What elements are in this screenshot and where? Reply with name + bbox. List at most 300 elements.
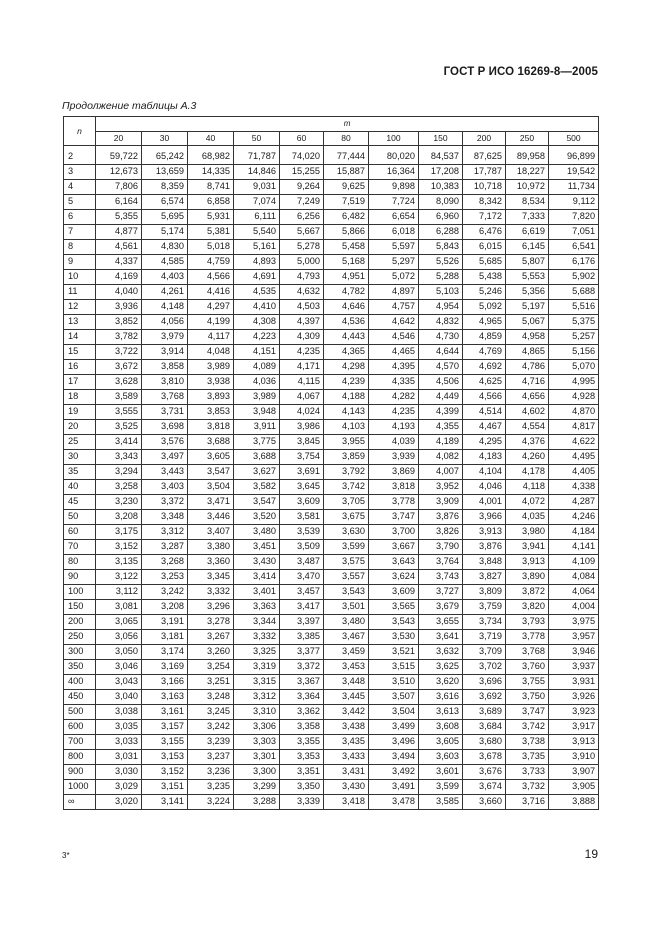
table-cell: 3,643 — [369, 555, 419, 570]
table-cell: 3,859 — [324, 450, 369, 465]
table-cell: 4,656 — [506, 390, 549, 405]
table-cell: 3,547 — [188, 465, 234, 480]
table-cell: 4,239 — [324, 375, 369, 390]
table-cell: 3,248 — [188, 690, 234, 705]
table-row — [64, 240, 599, 255]
table-cell: 16,364 — [369, 165, 419, 180]
table-cell: 3,760 — [506, 660, 549, 675]
table-cell: 4,084 — [549, 570, 599, 585]
table-cell: 4,958 — [506, 330, 549, 345]
column-header: 150 — [419, 132, 463, 146]
table-cell: 3,627 — [234, 465, 280, 480]
table-cell: 3,655 — [419, 615, 463, 630]
table-cell: 3,733 — [506, 765, 549, 780]
table-cell: 3,747 — [506, 705, 549, 720]
table-cell: 4,965 — [463, 315, 506, 330]
table-cell: 3,141 — [142, 795, 188, 810]
table-cell: 3,782 — [96, 330, 142, 345]
table-cell: 3,303 — [234, 735, 280, 750]
table-cell: 4,395 — [369, 360, 419, 375]
table-cell: 4,178 — [506, 465, 549, 480]
table-cell: 3,351 — [280, 765, 324, 780]
table-cell: 80,020 — [369, 146, 419, 165]
table-cell: 4,554 — [506, 420, 549, 435]
table-row — [64, 675, 599, 690]
row-label: 800 — [64, 750, 96, 765]
table-cell: 3,938 — [188, 375, 234, 390]
table-cell: 5,597 — [369, 240, 419, 255]
row-label: 40 — [64, 480, 96, 495]
table-cell: 7,051 — [549, 225, 599, 240]
table-cell: 4,287 — [549, 495, 599, 510]
table-cell: 4,759 — [188, 255, 234, 270]
table-cell: 14,335 — [188, 165, 234, 180]
table-cell: 3,310 — [234, 705, 280, 720]
row-label: 900 — [64, 765, 96, 780]
table-cell: 3,040 — [96, 690, 142, 705]
table-cell: 3,491 — [369, 780, 419, 795]
table-cell: 4,495 — [549, 450, 599, 465]
table-cell: 3,332 — [188, 585, 234, 600]
table-cell: 7,806 — [96, 180, 142, 195]
table-cell: 3,407 — [188, 525, 234, 540]
table-cell: 4,141 — [549, 540, 599, 555]
table-cell: 3,242 — [142, 585, 188, 600]
table-cell: 3,494 — [369, 750, 419, 765]
table-cell: 3,692 — [463, 690, 506, 705]
table-cell: 3,029 — [96, 780, 142, 795]
table-cell: 4,602 — [506, 405, 549, 420]
table-cell: 3,504 — [369, 705, 419, 720]
table-cell: 3,122 — [96, 570, 142, 585]
table-cell: 3,380 — [188, 540, 234, 555]
table-cell: 4,870 — [549, 405, 599, 420]
row-label: 60 — [64, 525, 96, 540]
table-row — [64, 765, 599, 780]
table-cell: 3,480 — [324, 615, 369, 630]
table-cell: 4,036 — [234, 375, 280, 390]
table-cell: 3,700 — [369, 525, 419, 540]
table-row — [64, 210, 599, 225]
table-cell: 3,020 — [96, 795, 142, 810]
table-cell: 4,449 — [419, 390, 463, 405]
table-cell: 3,268 — [142, 555, 188, 570]
table-cell: 6,960 — [419, 210, 463, 225]
table-cell: 65,242 — [142, 146, 188, 165]
table-cell: 3,300 — [234, 765, 280, 780]
table-cell: 4,465 — [369, 345, 419, 360]
table-cell: 3,237 — [188, 750, 234, 765]
row-header-n: n — [64, 117, 96, 146]
table-cell: 4,642 — [369, 315, 419, 330]
table-cell: 10,718 — [463, 180, 506, 195]
table-row — [64, 690, 599, 705]
table-cell: 5,297 — [369, 255, 419, 270]
table-cell: 3,191 — [142, 615, 188, 630]
table-cell: 3,208 — [142, 600, 188, 615]
table-cell: 4,644 — [419, 345, 463, 360]
table-cell: 17,787 — [463, 165, 506, 180]
table-cell: 3,955 — [324, 435, 369, 450]
table-cell: 6,288 — [419, 225, 463, 240]
table-cell: 3,975 — [549, 615, 599, 630]
table-cell: 4,625 — [463, 375, 506, 390]
table-cell: 5,553 — [506, 270, 549, 285]
table-cell: 3,520 — [234, 510, 280, 525]
table-cell: 3,738 — [506, 735, 549, 750]
table-cell: 3,845 — [280, 435, 324, 450]
row-label: 20 — [64, 420, 96, 435]
table-cell: 5,667 — [280, 225, 324, 240]
table-cell: 4,171 — [280, 360, 324, 375]
table-cell: 5,526 — [419, 255, 463, 270]
table-cell: 3,589 — [96, 390, 142, 405]
table-cell: 3,869 — [369, 465, 419, 480]
table-cell: 4,048 — [188, 345, 234, 360]
table-cell: 4,865 — [506, 345, 549, 360]
document-id-header: ГОСТ Р ИСО 16269-8—2005 — [443, 66, 598, 78]
table-cell: 5,067 — [506, 315, 549, 330]
table-cell: 3,497 — [142, 450, 188, 465]
table-cell: 3,343 — [96, 450, 142, 465]
row-label: 45 — [64, 495, 96, 510]
table-cell: 4,893 — [234, 255, 280, 270]
table-cell: 3,287 — [142, 540, 188, 555]
table-cell: 3,056 — [96, 630, 142, 645]
table-cell: 4,405 — [549, 465, 599, 480]
table-cell: 3,242 — [188, 720, 234, 735]
table-cell: 4,337 — [96, 255, 142, 270]
table-cell: 5,103 — [419, 285, 463, 300]
table-cell: 3,957 — [549, 630, 599, 645]
table-cell: 4,503 — [280, 300, 324, 315]
table-cell: 3,521 — [369, 645, 419, 660]
table-cell: 3,319 — [234, 660, 280, 675]
table-cell: 3,254 — [188, 660, 234, 675]
row-label: 90 — [64, 570, 96, 585]
table-cell: 3,660 — [463, 795, 506, 810]
table-cell: 3,936 — [96, 300, 142, 315]
table-cell: 3,691 — [280, 465, 324, 480]
table-cell: 3,565 — [369, 600, 419, 615]
column-headers-row — [64, 132, 599, 146]
table-cell: 3,926 — [549, 690, 599, 705]
table-cell: 3,081 — [96, 600, 142, 615]
table-cell: 3,630 — [324, 525, 369, 540]
table-cell: 4,782 — [324, 285, 369, 300]
table-cell: 3,742 — [324, 480, 369, 495]
table-cell: 3,872 — [506, 585, 549, 600]
table-cell: 5,695 — [142, 210, 188, 225]
table-cell: 3,768 — [142, 390, 188, 405]
table-cell: 3,764 — [419, 555, 463, 570]
table-cell: 3,727 — [419, 585, 463, 600]
row-label: 7 — [64, 225, 96, 240]
column-header: 60 — [280, 132, 324, 146]
table-cell: 3,923 — [549, 705, 599, 720]
table-cell: 4,951 — [324, 270, 369, 285]
table-row — [64, 420, 599, 435]
table-cell: 5,902 — [549, 270, 599, 285]
table-cell: 4,570 — [419, 360, 463, 375]
table-cell: 3,790 — [419, 540, 463, 555]
table-cell: 3,946 — [549, 645, 599, 660]
table-cell: 4,109 — [549, 555, 599, 570]
table-cell: 4,757 — [369, 300, 419, 315]
table-cell: 4,632 — [280, 285, 324, 300]
table-cell: 3,792 — [324, 465, 369, 480]
table-cell: 3,260 — [188, 645, 234, 660]
table-cell: 4,309 — [280, 330, 324, 345]
table-cell: 3,716 — [506, 795, 549, 810]
row-label: 70 — [64, 540, 96, 555]
row-label: 15 — [64, 345, 96, 360]
table-cell: 3,355 — [280, 735, 324, 750]
row-label: 9 — [64, 255, 96, 270]
table-cell: 96,899 — [549, 146, 599, 165]
table-cell: 5,843 — [419, 240, 463, 255]
table-cell: 77,444 — [324, 146, 369, 165]
table-cell: 5,381 — [188, 225, 234, 240]
table-cell: 4,376 — [506, 435, 549, 450]
column-header: 200 — [463, 132, 506, 146]
table-cell: 18,227 — [506, 165, 549, 180]
column-header: 250 — [506, 132, 549, 146]
table-row — [64, 615, 599, 630]
table-cell: 3,166 — [142, 675, 188, 690]
table-cell: 5,246 — [463, 285, 506, 300]
table-row — [64, 570, 599, 585]
table-row — [64, 375, 599, 390]
table-cell: 4,335 — [369, 375, 419, 390]
row-label: 13 — [64, 315, 96, 330]
table-cell: 3,937 — [549, 660, 599, 675]
table-cell: 3,743 — [419, 570, 463, 585]
table-cell: 3,910 — [549, 750, 599, 765]
signature-mark: 3* — [62, 851, 70, 860]
table-cell: 4,561 — [96, 240, 142, 255]
table-cell: 3,443 — [142, 465, 188, 480]
table-cell: 3,372 — [280, 660, 324, 675]
table-cell: 3,905 — [549, 780, 599, 795]
table-cell: 3,645 — [280, 480, 324, 495]
row-label: 2 — [64, 146, 96, 165]
table-cell: 74,020 — [280, 146, 324, 165]
table-row — [64, 495, 599, 510]
table-cell: 3,230 — [96, 495, 142, 510]
page-number: 19 — [584, 847, 598, 861]
table-cell: 3,599 — [324, 540, 369, 555]
table-row — [64, 195, 599, 210]
table-row — [64, 225, 599, 240]
row-label: 150 — [64, 600, 96, 615]
table-cell: 4,817 — [549, 420, 599, 435]
table-cell: 19,542 — [549, 165, 599, 180]
table-cell: 4,399 — [419, 405, 463, 420]
table-row — [64, 780, 599, 795]
table-row — [64, 645, 599, 660]
table-cell: 13,659 — [142, 165, 188, 180]
table-cell: 5,540 — [234, 225, 280, 240]
table-cell: 3,890 — [506, 570, 549, 585]
row-label: ∞ — [64, 795, 96, 810]
table-cell: 4,467 — [463, 420, 506, 435]
table-cell: 6,619 — [506, 225, 549, 240]
table-cell: 3,372 — [142, 495, 188, 510]
row-label: 5 — [64, 195, 96, 210]
table-cell: 4,082 — [419, 450, 463, 465]
table-cell: 3,451 — [234, 540, 280, 555]
table-cell: 59,722 — [96, 146, 142, 165]
table-cell: 3,628 — [96, 375, 142, 390]
table-cell: 3,775 — [234, 435, 280, 450]
table-row — [64, 555, 599, 570]
table-cell: 3,702 — [463, 660, 506, 675]
table-cell: 4,118 — [506, 480, 549, 495]
table-caption: Продолжение таблицы А.3 — [62, 100, 197, 112]
table-cell: 4,514 — [463, 405, 506, 420]
table-cell: 3,510 — [369, 675, 419, 690]
table-cell: 4,035 — [506, 510, 549, 525]
table-row — [64, 390, 599, 405]
table-cell: 3,820 — [506, 600, 549, 615]
table-cell: 3,312 — [234, 690, 280, 705]
table-cell: 3,174 — [142, 645, 188, 660]
table-cell: 3,576 — [142, 435, 188, 450]
table-cell: 4,535 — [234, 285, 280, 300]
table-cell: 5,931 — [188, 210, 234, 225]
table-cell: 3,161 — [142, 705, 188, 720]
table-cell: 4,730 — [419, 330, 463, 345]
table-cell: 3,742 — [506, 720, 549, 735]
table-cell: 6,476 — [463, 225, 506, 240]
table-cell: 3,913 — [506, 555, 549, 570]
table-cell: 4,056 — [142, 315, 188, 330]
table-cell: 3,163 — [142, 690, 188, 705]
table-cell: 3,826 — [419, 525, 463, 540]
table-cell: 10,972 — [506, 180, 549, 195]
table-cell: 3,239 — [188, 735, 234, 750]
table-cell: 4,928 — [549, 390, 599, 405]
table-cell: 3,818 — [188, 420, 234, 435]
table-cell: 4,566 — [463, 390, 506, 405]
table-cell: 4,188 — [324, 390, 369, 405]
column-header: 20 — [96, 132, 142, 146]
table-cell: 3,818 — [369, 480, 419, 495]
table-cell: 4,786 — [506, 360, 549, 375]
table-cell: 3,208 — [96, 510, 142, 525]
table-cell: 4,223 — [234, 330, 280, 345]
table-cell: 4,039 — [369, 435, 419, 450]
table-row — [64, 585, 599, 600]
table-cell: 3,848 — [463, 555, 506, 570]
table-cell: 6,574 — [142, 195, 188, 210]
table-cell: 6,015 — [463, 240, 506, 255]
table-row — [64, 705, 599, 720]
table-cell: 3,722 — [96, 345, 142, 360]
table-cell: 3,876 — [419, 510, 463, 525]
table-row — [64, 330, 599, 345]
table-cell: 3,038 — [96, 705, 142, 720]
table-cell: 4,830 — [142, 240, 188, 255]
table-cell: 7,820 — [549, 210, 599, 225]
table-cell: 10,383 — [419, 180, 463, 195]
row-label: 200 — [64, 615, 96, 630]
table-cell: 4,148 — [142, 300, 188, 315]
table-cell: 3,581 — [280, 510, 324, 525]
row-label: 8 — [64, 240, 96, 255]
table-cell: 5,685 — [463, 255, 506, 270]
table-row — [64, 525, 599, 540]
table-cell: 3,913 — [549, 735, 599, 750]
table-cell: 3,679 — [419, 600, 463, 615]
table-cell: 6,018 — [369, 225, 419, 240]
table-cell: 3,417 — [280, 600, 324, 615]
table-cell: 4,183 — [463, 450, 506, 465]
table-cell: 3,778 — [369, 495, 419, 510]
table-cell: 3,986 — [280, 420, 324, 435]
table-cell: 3,555 — [96, 405, 142, 420]
table-cell: 3,979 — [142, 330, 188, 345]
column-header: 30 — [142, 132, 188, 146]
table-cell: 5,156 — [549, 345, 599, 360]
table-cell: 5,807 — [506, 255, 549, 270]
table-cell: 3,492 — [369, 765, 419, 780]
table-cell: 4,235 — [369, 405, 419, 420]
table-cell: 3,609 — [369, 585, 419, 600]
table-cell: 9,112 — [549, 195, 599, 210]
table-cell: 4,282 — [369, 390, 419, 405]
row-label: 80 — [64, 555, 96, 570]
table-cell: 4,877 — [96, 225, 142, 240]
table-cell: 12,673 — [96, 165, 142, 180]
table-cell: 3,496 — [369, 735, 419, 750]
table-cell: 3,504 — [188, 480, 234, 495]
table-cell: 4,189 — [419, 435, 463, 450]
column-header: 40 — [188, 132, 234, 146]
table-body — [64, 146, 599, 810]
table-cell: 4,184 — [549, 525, 599, 540]
table-cell: 4,897 — [369, 285, 419, 300]
table-cell: 3,339 — [280, 795, 324, 810]
table-cell: 3,641 — [419, 630, 463, 645]
table-cell: 3,414 — [96, 435, 142, 450]
table-cell: 6,541 — [549, 240, 599, 255]
table-cell: 8,741 — [188, 180, 234, 195]
table-cell: 3,236 — [188, 765, 234, 780]
table-cell: 4,308 — [234, 315, 280, 330]
table-cell: 3,065 — [96, 615, 142, 630]
table-cell: 3,893 — [188, 390, 234, 405]
row-label: 50 — [64, 510, 96, 525]
table-cell: 3,698 — [142, 420, 188, 435]
table-cell: 5,092 — [463, 300, 506, 315]
table-cell: 4,403 — [142, 270, 188, 285]
table-cell: 4,365 — [324, 345, 369, 360]
table-cell: 3,731 — [142, 405, 188, 420]
table-cell: 3,418 — [324, 795, 369, 810]
table-cell: 3,696 — [463, 675, 506, 690]
table-cell: 3,181 — [142, 630, 188, 645]
table-cell: 3,858 — [142, 360, 188, 375]
table-cell: 3,169 — [142, 660, 188, 675]
table-cell: 7,172 — [463, 210, 506, 225]
table-row — [64, 360, 599, 375]
table-cell: 4,546 — [369, 330, 419, 345]
table-cell: 4,193 — [369, 420, 419, 435]
table-row — [64, 315, 599, 330]
row-label: 4 — [64, 180, 96, 195]
